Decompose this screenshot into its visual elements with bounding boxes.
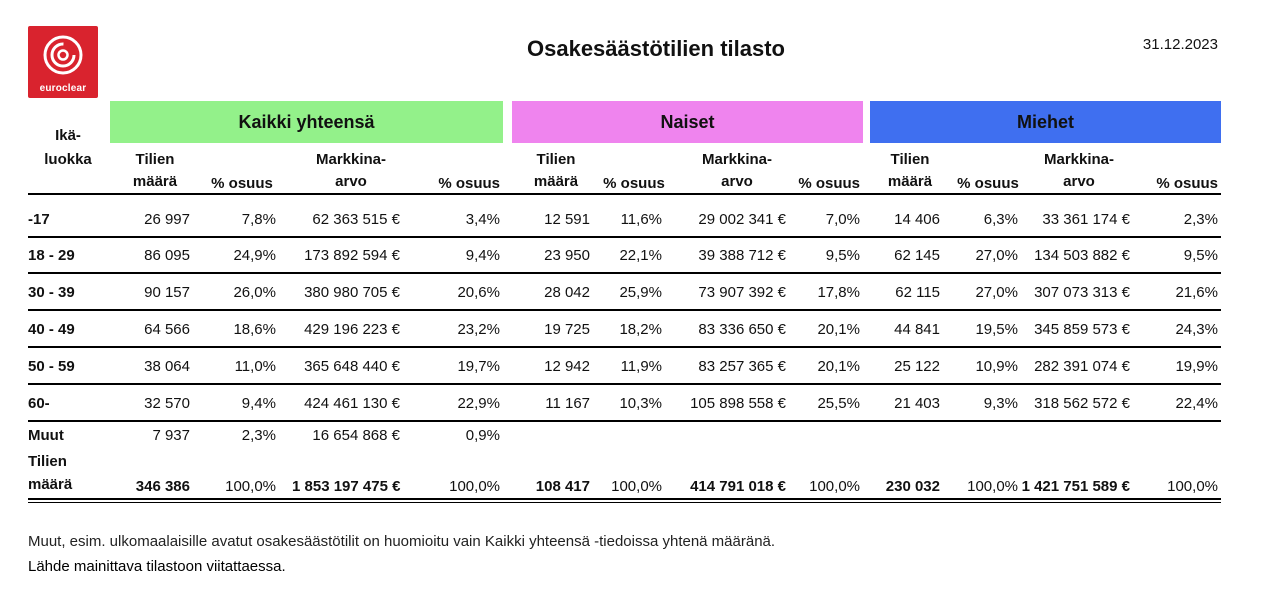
cell-share: 10,3% — [619, 395, 662, 412]
cell-count: 28 042 — [544, 284, 590, 301]
total-rule — [28, 498, 1221, 500]
row-rule — [28, 272, 1221, 274]
col-header-value-men: arvo — [1063, 173, 1095, 190]
cell-share: 18,6% — [233, 321, 276, 338]
cell-count: 230 032 — [885, 478, 940, 495]
cell-count: 62 145 — [894, 247, 940, 264]
col-header-count-all: määrä — [132, 173, 178, 190]
col-header-share-women: % osuus — [603, 175, 665, 192]
cell-count: 64 566 — [144, 321, 190, 338]
cell-market-value: 62 363 515 € — [312, 211, 400, 228]
col-header-value-women: arvo — [721, 173, 753, 190]
total-label: Tilien — [28, 453, 67, 470]
logo-text: euroclear — [39, 83, 87, 94]
age-class-header: Ikä- luokka — [44, 127, 92, 168]
col-header-value-share-women: % osuus — [798, 175, 860, 192]
cell-value-share: 19,9% — [1175, 358, 1218, 375]
cell-market-value: 73 907 392 € — [698, 284, 786, 301]
col-header-share-all: % osuus — [211, 175, 273, 192]
col-header-share-men: % osuus — [957, 175, 1019, 192]
cell-share: 9,3% — [983, 395, 1018, 412]
col-header-value-all: Markkina- — [315, 151, 387, 168]
cell-share: 100,0% — [967, 478, 1018, 495]
col-header-count-all: Tilien — [135, 151, 175, 168]
cell-value-share: 3,4% — [465, 211, 500, 228]
row-age-label: 60- — [28, 395, 50, 412]
cell-market-value: 83 257 365 € — [698, 358, 786, 375]
cell-market-value: 282 391 074 € — [1034, 358, 1130, 375]
cell-share: 11,9% — [620, 358, 662, 375]
cell-count: 23 950 — [544, 247, 590, 264]
col-header-value-men: Markkina- — [1043, 151, 1115, 168]
cell-value-share: 20,1% — [817, 358, 860, 375]
footnote-other: Muut, esim. ulkomaalaisille avatut osakesäästötilit on huomioitu vain Kaikki yhteensä -tiedoissa yhtenä määränä. — [28, 533, 776, 550]
cell-share: 11,0% — [234, 358, 276, 375]
page-title: Osakesäästötilien tilasto — [527, 36, 785, 61]
cell-value-share: 9,4% — [465, 247, 500, 264]
row-age-label: 50 - 59 — [28, 358, 75, 375]
cell-value-share: 2,3% — [1183, 211, 1218, 228]
cell-count: 62 115 — [895, 284, 940, 301]
col-header-count-men: määrä — [887, 173, 933, 190]
report-date: 31.12.2023 — [1142, 36, 1218, 53]
cell-market-value: 429 196 223 € — [304, 321, 400, 338]
cell-value-share: 100,0% — [1167, 478, 1218, 495]
cell-count: 86 095 — [144, 247, 190, 264]
cell-value-share: 25,5% — [817, 395, 860, 412]
cell-market-value: 83 336 650 € — [698, 321, 786, 338]
cell-count: 108 417 — [535, 478, 590, 495]
cell-share: 7,8% — [241, 211, 276, 228]
col-header-count-women: Tilien — [536, 151, 576, 168]
cell-share: 11,6% — [620, 211, 662, 228]
cell-share: 19,5% — [975, 321, 1018, 338]
cell-share: 26,0% — [233, 284, 276, 301]
cell-count: 26 997 — [144, 211, 190, 228]
cell-market-value: 345 859 573 € — [1034, 321, 1130, 338]
row-rule — [28, 346, 1221, 348]
col-header-value-share-men: % osuus — [1156, 175, 1218, 192]
cell-value-share: 7,0% — [825, 211, 860, 228]
cell-count: 11 167 — [545, 395, 590, 412]
cell-share: 2,3% — [241, 427, 276, 444]
cell-count: 12 942 — [544, 358, 590, 375]
cell-market-value: 1 853 197 475 € — [292, 478, 401, 495]
header-rule — [28, 193, 1221, 195]
cell-value-share: 22,4% — [1175, 395, 1218, 412]
cell-market-value: 16 654 868 € — [312, 427, 400, 444]
cell-market-value: 318 562 572 € — [1034, 395, 1130, 412]
cell-count: 32 570 — [144, 395, 190, 412]
cell-share: 100,0% — [611, 478, 662, 495]
cell-value-share: 21,6% — [1175, 284, 1218, 301]
cell-count: 19 725 — [544, 321, 590, 338]
row-age-label: Muut — [28, 427, 64, 444]
cell-market-value: 414 791 018 € — [690, 478, 786, 495]
cell-market-value: 380 980 705 € — [304, 284, 400, 301]
row-age-label: -17 — [28, 211, 50, 228]
cell-market-value: 33 361 174 € — [1042, 211, 1130, 228]
cell-value-share: 23,2% — [457, 321, 500, 338]
cell-value-share: 20,1% — [817, 321, 860, 338]
cell-market-value: 1 421 751 589 € — [1021, 478, 1130, 495]
cell-count: 12 591 — [544, 211, 590, 228]
cell-value-share: 100,0% — [449, 478, 500, 495]
cell-value-share: 24,3% — [1175, 321, 1218, 338]
cell-market-value: 424 461 130 € — [304, 395, 400, 412]
col-header-count-men: Tilien — [890, 151, 930, 168]
cell-market-value: 39 388 712 € — [698, 247, 786, 264]
col-header-value-share-all: % osuus — [438, 175, 500, 192]
cell-share: 25,9% — [619, 284, 662, 301]
cell-share: 22,1% — [619, 247, 662, 264]
cell-value-share: 19,7% — [457, 358, 500, 375]
cell-market-value: 29 002 341 € — [698, 211, 786, 228]
col-header-count-women: määrä — [533, 173, 579, 190]
col-header-value-women: Markkina- — [701, 151, 773, 168]
row-rule — [28, 236, 1221, 238]
cell-share: 24,9% — [233, 247, 276, 264]
row-rule — [28, 420, 1221, 422]
cell-value-share: 17,8% — [817, 284, 860, 301]
row-age-label: 30 - 39 — [28, 284, 75, 301]
cell-market-value: 105 898 558 € — [690, 395, 786, 412]
cell-share: 9,4% — [241, 395, 276, 412]
row-rule — [28, 309, 1221, 311]
cell-share: 100,0% — [225, 478, 276, 495]
cell-value-share: 20,6% — [457, 284, 500, 301]
cell-value-share: 0,9% — [465, 427, 500, 444]
cell-market-value: 173 892 594 € — [304, 247, 400, 264]
col-header-value-all: arvo — [335, 173, 367, 190]
total-rule-bottom — [28, 502, 1221, 503]
cell-value-share: 9,5% — [1183, 247, 1218, 264]
group-header-women: Naiset — [512, 101, 863, 143]
cell-count: 21 403 — [894, 395, 940, 412]
cell-share: 6,3% — [983, 211, 1018, 228]
total-label: määrä — [28, 476, 73, 493]
cell-count: 14 406 — [894, 211, 940, 228]
row-age-label: 18 - 29 — [28, 247, 75, 264]
cell-share: 27,0% — [975, 247, 1018, 264]
footnote-source: Lähde mainittava tilastoon viitattaessa. — [28, 558, 286, 575]
cell-value-share: 9,5% — [825, 247, 860, 264]
cell-count: 7 937 — [152, 427, 190, 444]
cell-count: 90 157 — [144, 284, 190, 301]
row-rule — [28, 383, 1221, 385]
cell-market-value: 307 073 313 € — [1034, 284, 1130, 301]
cell-market-value: 365 648 440 € — [304, 358, 400, 375]
group-header-all: Kaikki yhteensä — [110, 101, 503, 143]
cell-value-share: 100,0% — [809, 478, 860, 495]
cell-count: 44 841 — [894, 321, 940, 338]
cell-count: 38 064 — [144, 358, 190, 375]
cell-market-value: 134 503 882 € — [1034, 247, 1130, 264]
cell-share: 18,2% — [619, 321, 662, 338]
cell-share: 10,9% — [975, 358, 1018, 375]
group-header-men: Miehet — [870, 101, 1221, 143]
cell-share: 27,0% — [975, 284, 1018, 301]
cell-count: 25 122 — [894, 358, 940, 375]
cell-count: 346 386 — [135, 478, 190, 495]
cell-value-share: 22,9% — [457, 395, 500, 412]
row-age-label: 40 - 49 — [28, 321, 75, 338]
